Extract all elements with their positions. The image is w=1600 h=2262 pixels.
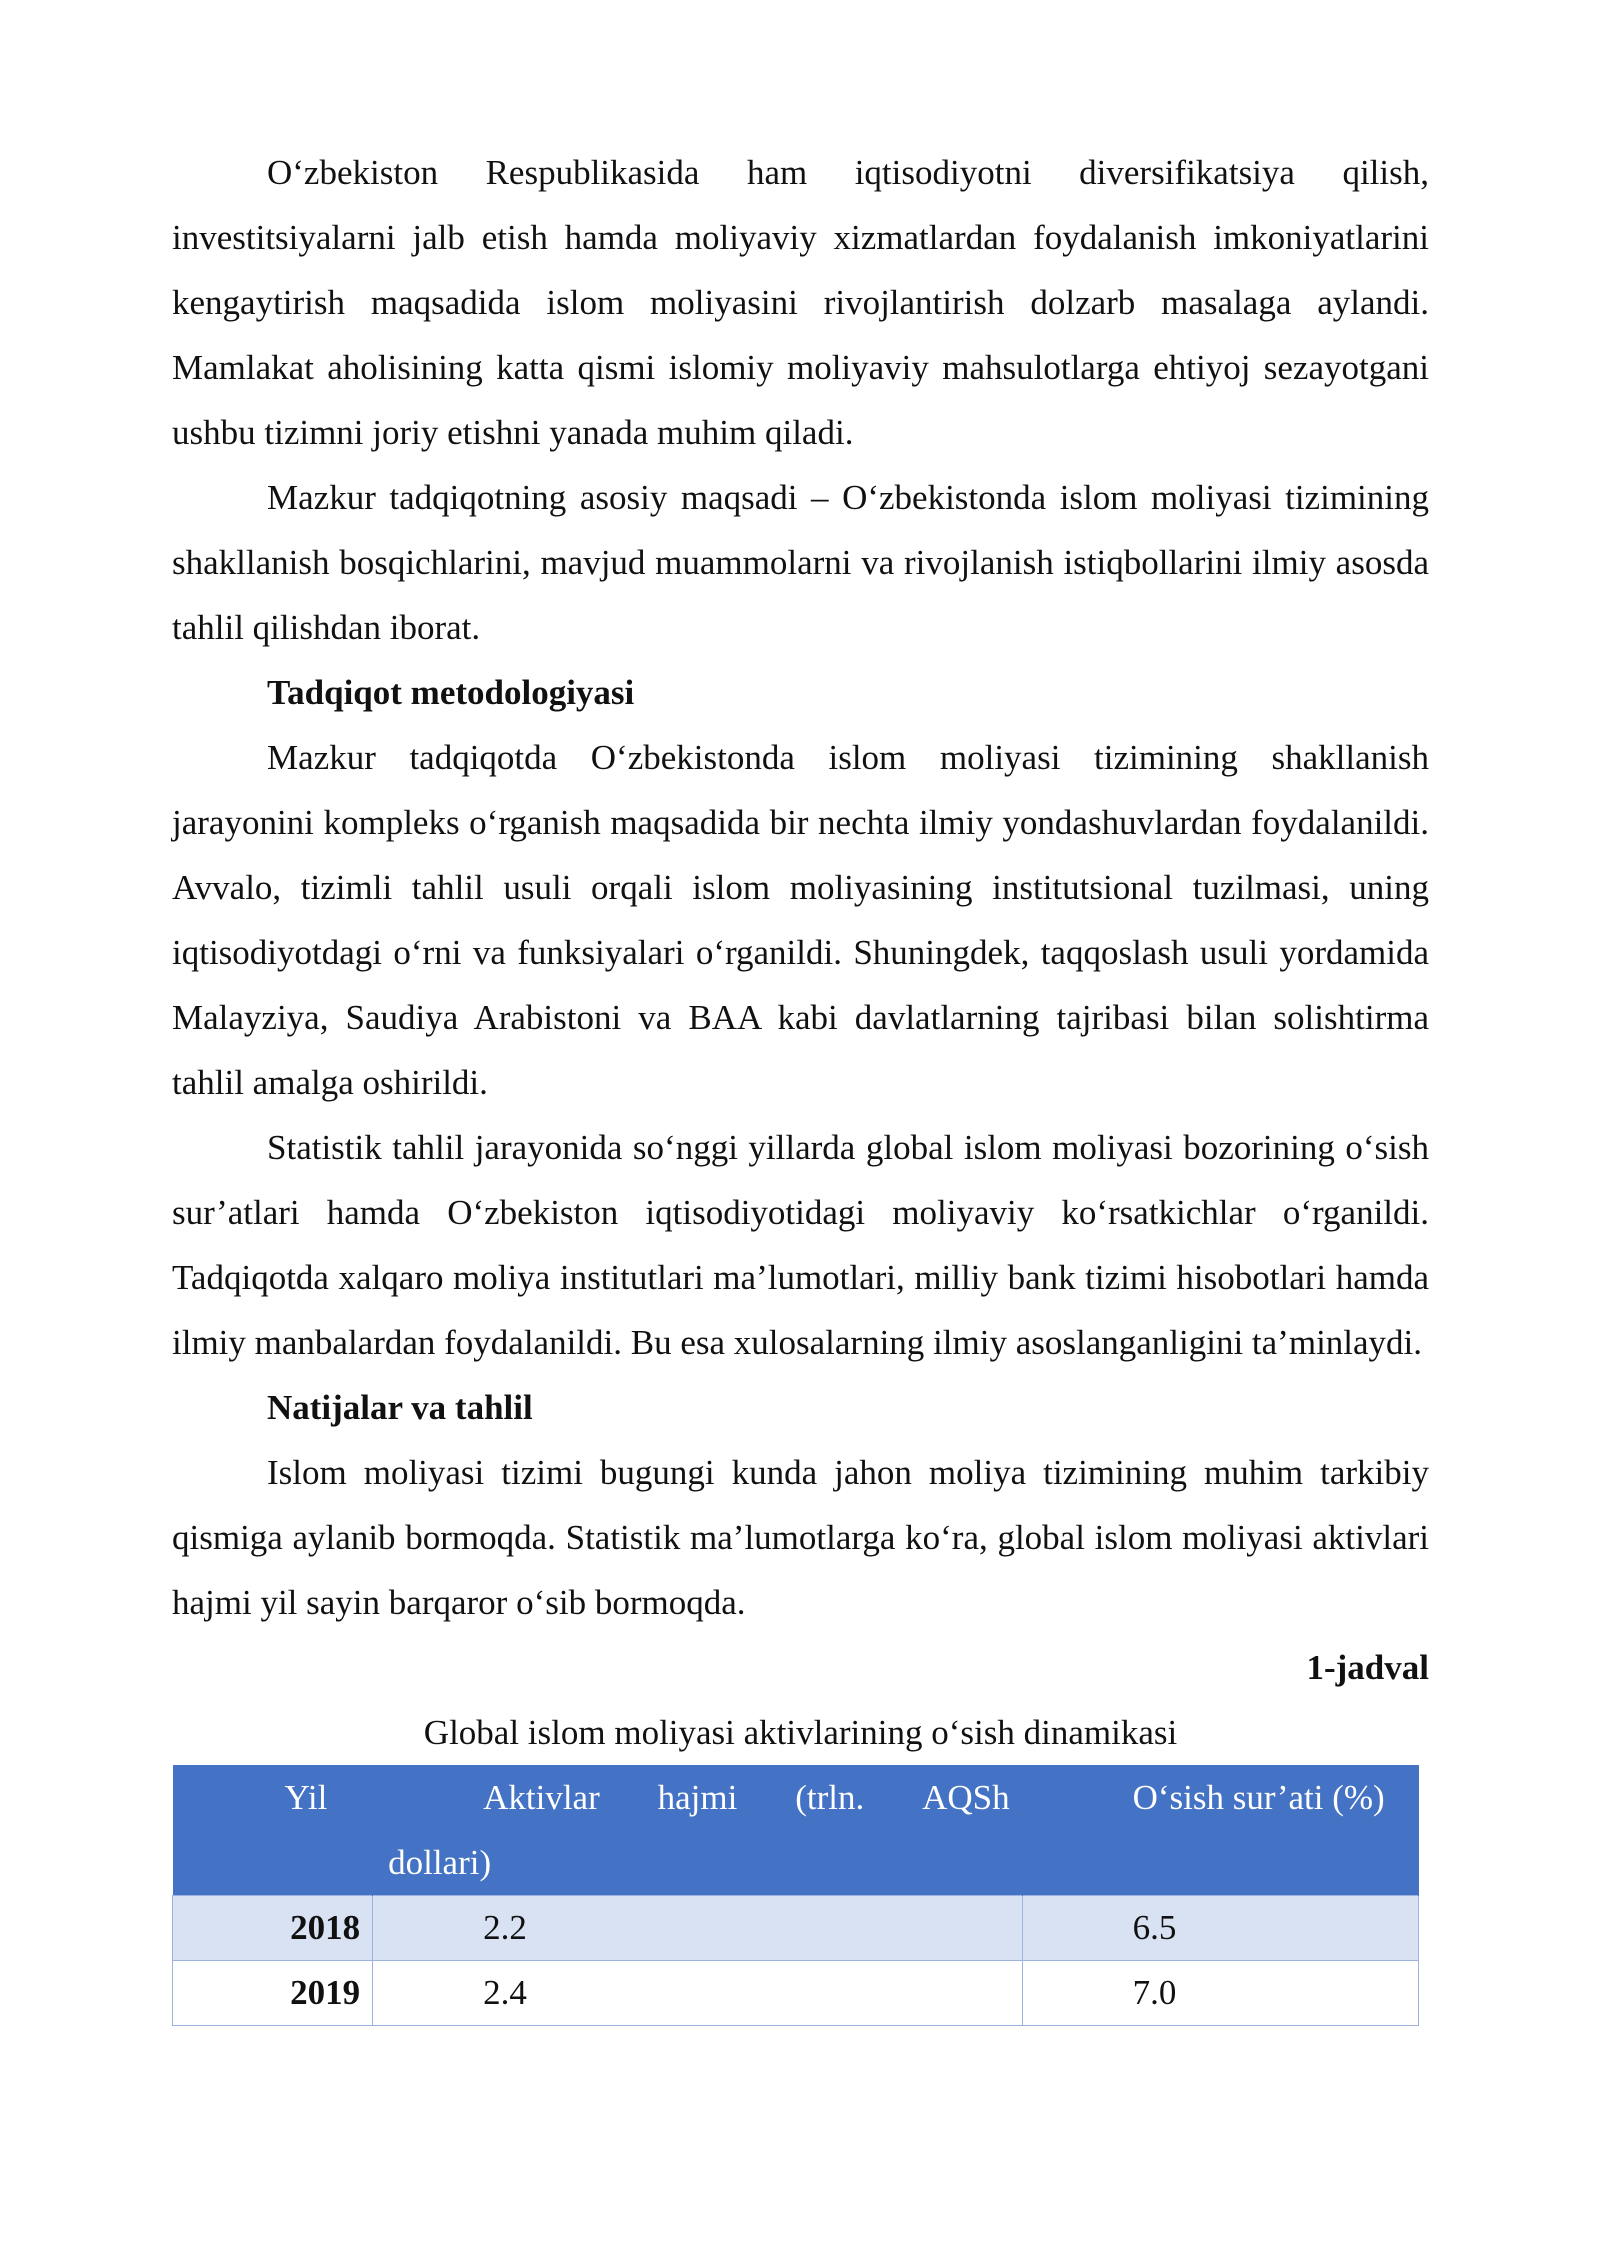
heading-results: Natijalar va tahlil: [267, 1388, 533, 1427]
cell-assets: 2.2: [373, 1896, 1023, 1961]
header-assets: [373, 1765, 1023, 1896]
paragraph-intro: O‘zbekiston Respublikasida ham iqtisodiyotni diversifikatsiya qilish, investitsiyalarni jalb etish hamda moliyaviy xizmatlardan foydalanish imkoniyatlarini kengaytirish maqsadida islom moliyasini rivojlantirish dolzarb masalaga aylandi. Mamlakat aholisining katta qismi islomiy moliyaviy mahsulotlarga ehtiyoj sezayotgani ushbu tizimni joriy etishni yanada muhim qiladi.: [172, 153, 1429, 452]
paragraph-statistics: Statistik tahlil jarayonida so‘nggi yillarda global islom moliyasi bozorining o‘sish sur’atlari hamda O‘zbekiston iqtisodiyotidagi moliyaviy ko‘rsatkichlar o‘rganildi. Tadqiqotda xalqaro moliya institutlari ma’lumotlari, milliy bank tizimi hisobotlari hamda ilmiy manbalardan foydalanildi. Bu esa xulosalarning ilmiy asoslanganligini ta’minlaydi.: [172, 1128, 1429, 1362]
table-header-row: [173, 1765, 1419, 1896]
header-assets-word: hajmi: [657, 1778, 738, 1817]
heading-methodology: Tadqiqot metodologiyasi: [267, 673, 635, 712]
growth-table: [172, 1765, 1419, 2026]
cell-growth: 7.0: [1022, 1961, 1418, 2026]
header-assets-line2: dollari): [388, 1843, 492, 1882]
paragraph-results: Islom moliyasi tizimi bugungi kunda jahon moliya tizimining muhim tarkibiy qismiga aylanib bormoqda. Statistik ma’lumotlarga ko‘ra, global islom moliyasi aktivlari hajmi yil sayin barqaror o‘sib bormoqda.: [172, 1453, 1429, 1622]
header-assets-word: (trln.: [795, 1778, 865, 1817]
cell-assets: 2.4: [373, 1961, 1023, 2026]
header-assets-word: AQSh: [922, 1778, 1010, 1817]
table-title: Global islom moliyasi aktivlarining o‘sish dinamikasi: [423, 1713, 1178, 1752]
cell-year: 2018: [173, 1896, 373, 1961]
paragraph-methods: Mazkur tadqiqotda O‘zbekistonda islom moliyasi tizimining shakllanish jarayonini kompleks o‘rganish maqsadida bir nechta ilmiy yondashuvlardan foydalanildi. Avvalo, tizimli tahlil usuli orqali islom moliyasining institutsional tuzilmasi, uning iqtisodiyotdagi o‘rni va funksiyalari o‘rganildi. Shuningdek, taqqoslash usuli yordamida Malayziya, Saudiya Arabistoni va BAA kabi davlatlarning tajribasi bilan solishtirma tahlil amalga oshirildi.: [172, 738, 1429, 1102]
table-row: [173, 1896, 1419, 1961]
cell-year: 2019: [173, 1961, 373, 2026]
table-label: 1-jadval: [1306, 1648, 1429, 1687]
header-assets-word: Aktivlar: [483, 1778, 600, 1817]
header-year: [173, 1765, 373, 1896]
header-assets-line1: [373, 1765, 1022, 1830]
paragraph-aim: Mazkur tadqiqotning asosiy maqsadi – O‘zbekistonda islom moliyasi tizimining shakllanish bosqichlarini, mavjud muammolarni va rivojlanish istiqbollarini ilmiy asosda tahlil qilishdan iborat.: [172, 478, 1429, 647]
header-year-label: Yil: [284, 1778, 328, 1817]
table-row: [173, 1961, 1419, 2026]
document-page: [172, 140, 1429, 2026]
cell-growth: 6.5: [1022, 1896, 1418, 1961]
header-growth-label: O‘sish sur’ati (%): [1132, 1778, 1385, 1817]
header-growth: [1022, 1765, 1418, 1896]
